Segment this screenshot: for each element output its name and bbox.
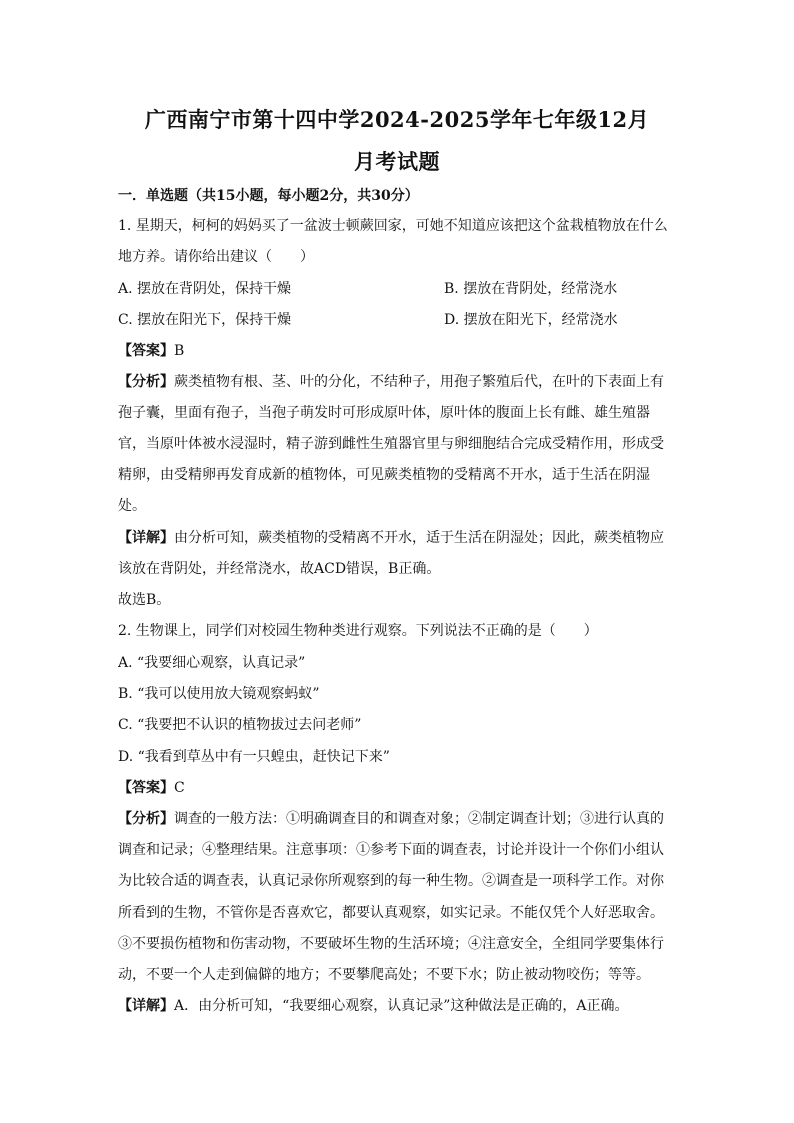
q2-detail-line1	[118, 996, 629, 1016]
q2-option-b: B. “我可以使用放大镜观察蚂蚁”	[118, 686, 320, 702]
q2-detail-tag: 【详解】	[118, 998, 174, 1014]
q1-answer-tag: 【答案】	[118, 343, 174, 359]
q2-analysis-tag: 【分析】	[118, 811, 174, 827]
q2-analysis-line1	[118, 809, 664, 829]
q1-detail-text1: 由分析可知，蕨类植物的受精离不开水，适于生活在阴湿处；因此，蕨类植物应	[174, 530, 664, 546]
q2-answer-tag: 【答案】	[118, 780, 174, 796]
q2-stem: 2. 生物课上，同学们对校园生物种类进行观察。下列说法不正确的是（ ）	[118, 623, 598, 639]
exam-title-line1: 广西南宁市第十四中学2024-2025学年七年级12月	[144, 107, 650, 132]
q2-option-c: C. “我要把不认识的植物拔过去问老师”	[118, 717, 362, 733]
q1-conclusion: 故选B。	[118, 592, 171, 608]
q1-answer-value: B	[174, 343, 185, 359]
q1-analysis-text1: 蕨类植物有根、茎、叶的分化，不结种子，用孢子繁殖后代，在叶的下表面上有	[174, 374, 664, 390]
q2-option-d: D. “我看到草丛中有一只蝗虫，赶快记下来”	[118, 749, 390, 765]
q2-answer-value: C	[174, 780, 185, 796]
q2-analysis-text1: 调查的一般方法：①明确调查目的和调查对象；②制定调查计划；③进行认真的	[174, 811, 664, 827]
q2-option-a: A. “我要细心观察，认真记录”	[118, 655, 306, 671]
q2-analysis-line4: 所看到的生物，不管你是否喜欢它，都要认真观察，如实记录。不能仅凭个人好恶取舍。	[118, 905, 664, 921]
q2-answer-line	[118, 778, 185, 798]
q1-analysis-tag: 【分析】	[118, 374, 174, 390]
section-heading: 一．单选题（共15小题，每小题2分，共30分）	[118, 188, 419, 204]
q1-option-b: B. 摆放在背阴处，经常浇水	[444, 281, 618, 297]
q1-option-d: D. 摆放在阳光下，经常浇水	[444, 312, 618, 328]
q2-detail-text1: A．由分析可知，“我要细心观察，认真记录”这种做法是正确的，A正确。	[174, 998, 629, 1014]
q2-analysis-line3: 为比较合适的调查表，认真记录你所观察到的每一种生物。②调查是一项科学工作。对你	[118, 873, 664, 889]
q1-analysis-line4: 精卵，由受精卵再发育成新的植物体，可见蕨类植物的受精离不开水，适于生活在阴湿	[118, 467, 650, 483]
q1-answer-line	[118, 341, 184, 361]
q1-analysis-line2: 孢子囊，里面有孢子，当孢子萌发时可形成原叶体，原叶体的腹面上长有雌、雄生殖器	[118, 405, 650, 421]
q1-analysis-line5: 处。	[118, 498, 146, 514]
exam-title-line2: 月考试题	[354, 149, 440, 174]
q2-analysis-line2: 调查和记录；④整理结果。注意事项：①参考下面的调查表，讨论并设计一个你们小组认	[118, 842, 664, 858]
q1-detail-line2: 该放在背阴处，并经常浇水，故ACD错误，B正确。	[118, 561, 441, 577]
q1-stem-line1: 1. 星期天，柯柯的妈妈买了一盆波士顿蕨回家，可她不知道应该把这个盆栽植物放在什么	[118, 218, 668, 234]
q1-analysis-line3: 官，当原叶体被水浸湿时，精子游到雌性生殖器官里与卵细胞结合完成受精作用，形成受	[118, 436, 664, 452]
q1-stem-line2: 地方养。请你给出建议（ ）	[118, 249, 314, 265]
q1-analysis-line1	[118, 372, 664, 392]
q1-option-c: C. 摆放在阳光下，保持干燥	[118, 312, 292, 328]
q1-option-a: A. 摆放在背阴处，保持干燥	[118, 281, 292, 297]
q2-analysis-line6: 动，不要一个人走到偏僻的地方；不要攀爬高处；不要下水；防止被动物咬伤；等等。	[118, 967, 650, 983]
q2-analysis-line5: ③不要损伤植物和伤害动物，不要破坏生物的生活环境；④注意安全，全组同学要集体行	[118, 936, 664, 952]
q1-detail-tag: 【详解】	[118, 530, 174, 546]
q1-detail-line1	[118, 528, 664, 548]
